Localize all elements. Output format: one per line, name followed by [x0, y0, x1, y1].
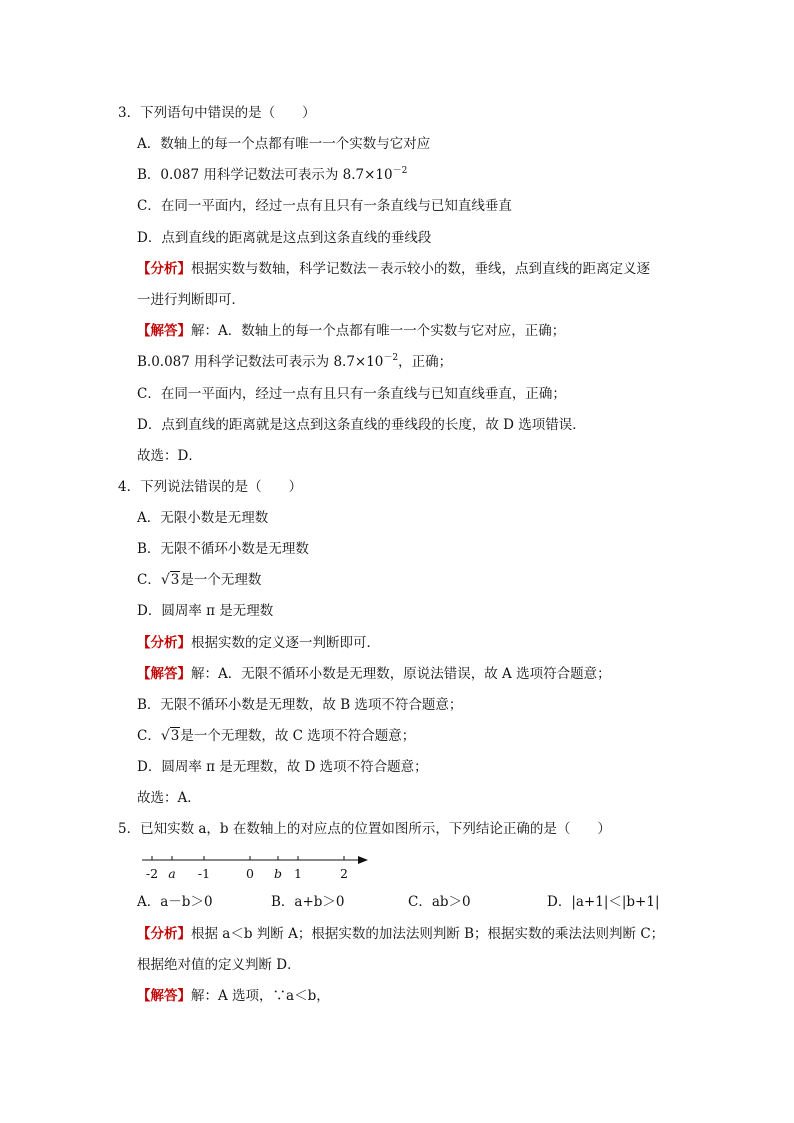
q5-option-c: C．ab＞0 [408, 894, 471, 910]
sqrt-symbol: √3 [160, 728, 180, 744]
q3-option-b [137, 165, 407, 185]
q4-answer-c-text: 是一个无理数，故 C 选项不符合题意； [180, 728, 416, 744]
analysis-tag: 【分析】 [137, 635, 191, 651]
q5-analysis-text: 根据 a＜b 判断 A；根据实数的加法法则判断 B；根据实数的乘法法则判断 C； [191, 926, 665, 942]
number-line-arrow [358, 856, 368, 864]
q5-option-d: D．|a+1|＜|b+1| [547, 894, 660, 910]
q4-option-a: A．无限小数是无理数 [137, 510, 269, 526]
q5-option-a: A．a－b＞0 [137, 894, 213, 910]
q4-option-c [137, 570, 261, 590]
answer-tag: 【解答】 [137, 323, 191, 339]
number-line-label: 2 [340, 866, 348, 881]
number-line-figure [136, 848, 376, 884]
q4-answer-c [137, 726, 415, 746]
q3-option-b-exponent: －2 [392, 166, 408, 176]
analysis-tag: 【分析】 [137, 261, 191, 277]
q5-analysis-cont: 根据绝对值的定义判断 D． [137, 957, 301, 973]
q4-option-d: D．圆周率 π 是无理数 [137, 603, 274, 619]
q4-option-b: B．无限不循环小数是无理数 [137, 541, 309, 557]
q3-answer-d: D．点到直线的距离就是这点到这条直线的垂线段的长度，故 D 选项错误． [137, 417, 586, 433]
q4-analysis-text: 根据实数的定义逐一判断即可． [191, 635, 380, 651]
number-line-label: 1 [294, 866, 302, 881]
q3-option-c: C．在同一平面内，经过一点有且只有一条直线与已知直线垂直 [137, 198, 512, 214]
q3-analysis-text: 根据实数与数轴，科学记数法－表示较小的数，垂线，点到直线的距离定义逐 [191, 261, 650, 277]
q3-option-a: A．数轴上的每一个点都有唯一一个实数与它对应 [137, 136, 431, 152]
q3-answer-b-tail: ，正确； [398, 354, 453, 370]
q4-answer-b: B．无限不循环小数是无理数，故 B 选项不符合题意； [137, 697, 463, 713]
answer-tag: 【解答】 [137, 666, 191, 682]
answer-tag: 【解答】 [137, 988, 191, 1004]
q4-answer-c-label: C． [137, 728, 161, 744]
q3-answer-b-text: B.0.087 用科学记数法可表示为 8.7×10 [137, 354, 384, 370]
q3-answer-b-exponent: －2 [383, 353, 399, 363]
q5-stem: 5．已知实数 a，b 在数轴上的对应点的位置如图所示，下列结论正确的是（ ） [118, 821, 611, 837]
q3-choice: 故选：D． [137, 448, 202, 464]
sqrt-symbol: √3 [160, 572, 180, 588]
q3-option-b-text: B．0.087 用科学记数法可表示为 8.7×10 [137, 167, 393, 183]
q3-answer-c: C．在同一平面内，经过一点有且只有一条直线与已知直线垂直，正确； [137, 386, 566, 402]
q3-answer [137, 321, 565, 341]
sqrt-radicand: 3 [170, 728, 180, 744]
number-line-label: -1 [197, 866, 211, 881]
sqrt-radicand: 3 [170, 572, 180, 588]
q5-answer-a: 解：A 选项，∵a＜b， [191, 988, 330, 1004]
q4-choice: 故选：A． [137, 790, 201, 806]
q5-answer [137, 986, 330, 1006]
q4-option-c-label: C． [137, 572, 161, 588]
q4-option-c-text: 是一个无理数 [180, 572, 262, 588]
q5-option-b: B．a+b＞0 [271, 894, 345, 910]
q3-answer-b [137, 352, 452, 372]
q3-analysis-cont: 一进行判断即可． [137, 292, 245, 308]
number-line-label: -2 [145, 866, 159, 881]
number-line-label: 0 [246, 866, 254, 881]
q3-option-d: D．点到直线的距离就是这点到这条直线的垂线段 [137, 230, 432, 246]
q5-analysis [137, 924, 664, 944]
q3-stem: 3．下列语句中错误的是（ ） [118, 105, 316, 121]
q4-stem: 4．下列说法错误的是（ ） [118, 479, 303, 495]
analysis-tag: 【分析】 [137, 926, 191, 942]
q3-analysis [137, 259, 650, 279]
q3-answer-a: 解：A．数轴上的每一个点都有唯一一个实数与它对应，正确； [191, 323, 566, 339]
q4-analysis [137, 633, 380, 653]
number-line-label: b [273, 866, 283, 881]
q4-answer [137, 664, 611, 684]
q4-answer-a: 解：A．无限不循环小数是无理数，原说法错误，故 A 选项符合题意； [191, 666, 611, 682]
number-line-label: a [168, 866, 176, 881]
q4-answer-d: D．圆周率 π 是无理数，故 D 选项不符合题意； [137, 759, 428, 775]
